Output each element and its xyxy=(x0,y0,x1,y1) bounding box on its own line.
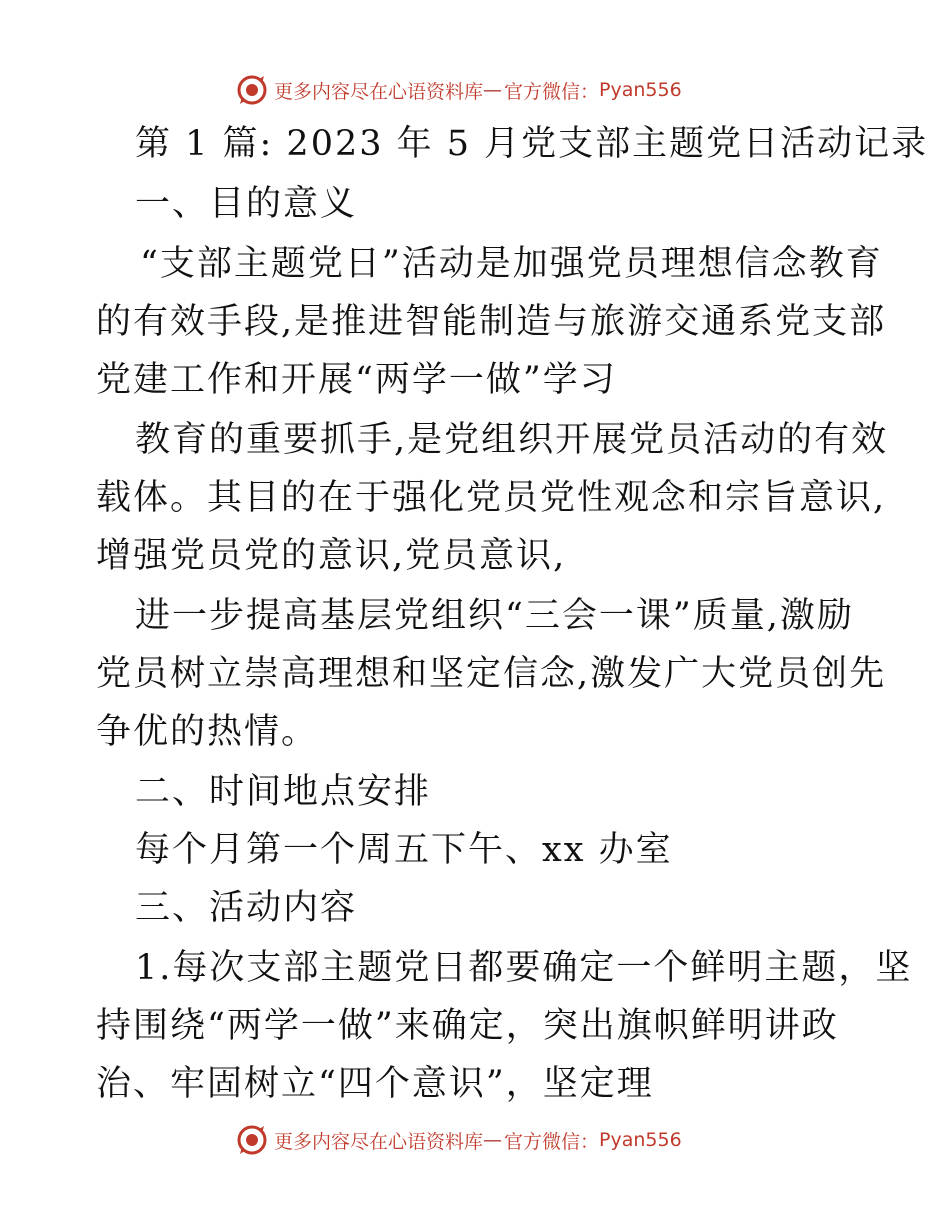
footer-watermark xyxy=(236,1123,682,1157)
document-title: 第 1 篇: 2023 年 5 月党支部主题党日活动记录 xyxy=(135,124,929,164)
paragraph-line: 每个月第一个周五下午、xx 办室 xyxy=(135,830,673,870)
watermark-wechat-id: Pyan556 xyxy=(599,1129,682,1151)
watermark-wechat-id: Pyan556 xyxy=(599,79,682,101)
paragraph-line: 的有效手段,是推进智能制造与旅游交通系党支部 xyxy=(96,302,887,342)
paragraph-line: “支部主题党日”活动是加强党员理想信念教育 xyxy=(140,244,883,284)
paragraph-line: 1.每次支部主题党日都要确定一个鲜明主题，坚 xyxy=(135,948,913,988)
section-heading-3: 三、活动内容 xyxy=(135,888,358,928)
watermark-dash: — xyxy=(483,79,503,101)
logo-icon xyxy=(236,1124,268,1156)
paragraph-line: 持围绕“两学一做”来确定，突出旗帜鲜明讲政 xyxy=(96,1006,839,1046)
section-heading-1: 一、目的意义 xyxy=(135,184,358,224)
paragraph-line: 载体。其目的在于强化党员党性观念和宗旨意识, xyxy=(96,478,887,518)
paragraph-line: 进一步提高基层党组织“三会一课”质量,激励 xyxy=(135,596,854,636)
watermark-wechat-label: 官方微信： xyxy=(504,1130,600,1153)
watermark-dash: — xyxy=(483,1129,503,1151)
section-heading-2: 二、时间地点安排 xyxy=(135,772,432,812)
paragraph-line: 教育的重要抓手,是党组织开展党员活动的有效 xyxy=(135,420,889,460)
watermark-wechat-label: 官方微信： xyxy=(504,80,600,103)
watermark-site-text: 更多内容尽在心语资料库 xyxy=(274,1130,484,1153)
paragraph-line: 增强党员党的意识,党员意识, xyxy=(96,536,567,576)
paragraph-line: 争优的热情。 xyxy=(96,712,319,752)
watermark-site-text: 更多内容尽在心语资料库 xyxy=(274,80,484,103)
paragraph-line: 党建工作和开展“两学一做”学习 xyxy=(96,360,617,400)
paragraph-line: 治、牢固树立“四个意识”，坚定理 xyxy=(96,1064,654,1104)
paragraph-line: 党员树立崇高理想和坚定信念,激发广大党员创先 xyxy=(96,654,887,694)
